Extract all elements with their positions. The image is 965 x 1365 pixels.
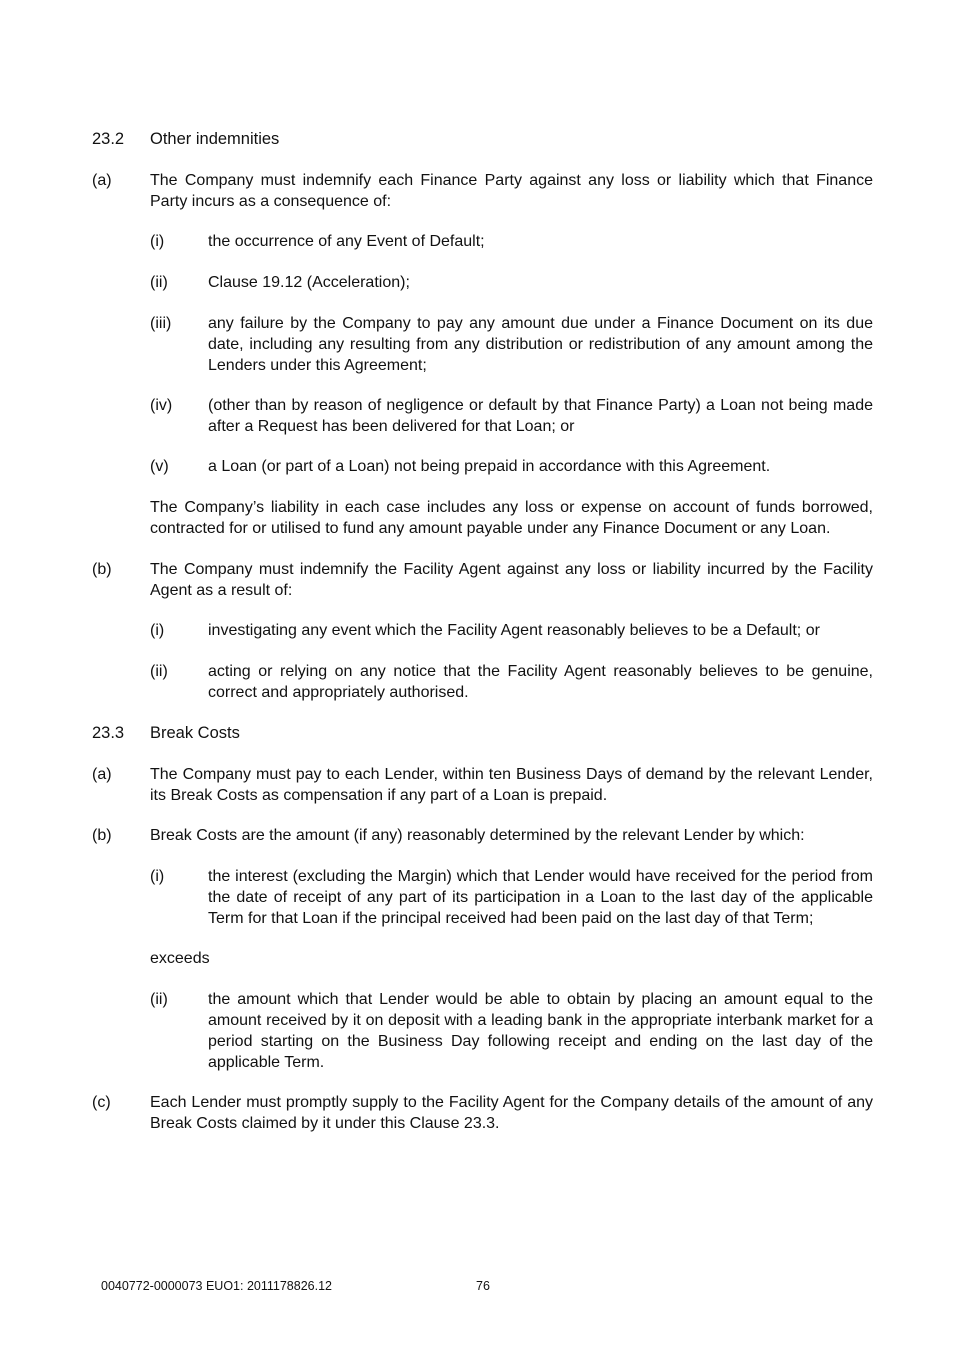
clause-text-23-2-b: The Company must indemnify the Facility Agent against any loss or liability incurred by the Facility Agent as a result of: bbox=[150, 561, 873, 599]
item-text-23-2-b-i: investigating any event which the Facility Agent reasonably believes to be a Default; or bbox=[208, 622, 820, 639]
liability-closing-paragraph: The Company’s liability in each case includes any loss or expense on account of funds borrowed, contracted for or utilised to fund any amount payable under any Finance Document or any Loan. bbox=[150, 499, 873, 537]
item-label-23-3-b-ii: (ii) bbox=[150, 991, 168, 1008]
exceeds-connector: exceeds bbox=[150, 950, 210, 967]
item-text-23-2-b-ii: acting or relying on any notice that the Facility Agent reasonably believes to be genuine, correct and appropriately authorised. bbox=[208, 663, 873, 701]
footer-document-reference: 0040772-0000073 EUO1: 2011178826.12 bbox=[101, 1279, 332, 1293]
item-label-23-2-b-ii: (ii) bbox=[150, 663, 168, 680]
item-label-23-2-a-ii: (ii) bbox=[150, 274, 168, 291]
clause-label-23-3-b: (b) bbox=[92, 827, 112, 844]
item-label-23-2-a-v: (v) bbox=[150, 458, 169, 475]
item-text-23-2-a-ii: Clause 19.12 (Acceleration); bbox=[208, 274, 410, 291]
section-number-23-2: 23.2 bbox=[92, 130, 125, 148]
clause-label-23-2-b: (b) bbox=[92, 561, 112, 578]
clause-text-23-3-b: Break Costs are the amount (if any) reasonably determined by the relevant Lender by which: bbox=[150, 827, 805, 844]
item-label-23-2-a-i: (i) bbox=[150, 233, 165, 250]
item-text-23-2-a-v: a Loan (or part of a Loan) not being prepaid in accordance with this Agreement. bbox=[208, 458, 771, 475]
item-label-23-2-a-iv: (iv) bbox=[150, 397, 173, 414]
clause-text-23-2-a: The Company must indemnify each Finance Party against any loss or liability which that Finance Party incurs as a consequence of: bbox=[150, 172, 873, 210]
clause-label-23-3-c: (c) bbox=[92, 1094, 111, 1111]
clause-label-23-2-a: (a) bbox=[92, 172, 112, 189]
section-title-other-indemnities: Other indemnities bbox=[150, 130, 280, 148]
footer-page-number: 76 bbox=[476, 1279, 490, 1293]
item-text-23-3-b-i: the interest (excluding the Margin) which that Lender would have received for the period from the date of receipt of any part of its participation in a Loan to the last day of the applicable Term for that Loan if the principal received had been paid on the last day of that Term; bbox=[208, 868, 873, 927]
clause-text-23-3-c: Each Lender must promptly supply to the Facility Agent for the Company details of the amount of any Break Costs claimed by it under this Clause 23.3. bbox=[150, 1094, 873, 1132]
item-text-23-3-b-ii: the amount which that Lender would be able to obtain by placing an amount equal to the amount received by it on deposit with a leading bank in the appropriate interbank market for a period starting on the Business Day following receipt and ending on the last day of the applicable Term. bbox=[208, 991, 873, 1071]
item-text-23-2-a-i: the occurrence of any Event of Default; bbox=[208, 233, 485, 250]
item-label-23-2-b-i: (i) bbox=[150, 622, 165, 639]
item-label-23-2-a-iii: (iii) bbox=[150, 315, 172, 332]
item-label-23-3-b-i: (i) bbox=[150, 868, 165, 885]
section-title-break-costs: Break Costs bbox=[150, 724, 240, 742]
clause-text-23-3-a: The Company must pay to each Lender, within ten Business Days of demand by the relevant Lender, its Break Costs as compensation if any part of a Loan is prepaid. bbox=[150, 766, 873, 804]
section-number-23-3: 23.3 bbox=[92, 724, 125, 742]
clause-label-23-3-a: (a) bbox=[92, 766, 112, 783]
item-text-23-2-a-iii: any failure by the Company to pay any amount due under a Finance Document on its due date, including any resulting from any distribution or redistribution of any amount among the Lenders under this Agreement; bbox=[208, 315, 873, 374]
item-text-23-2-a-iv: (other than by reason of negligence or default by that Finance Party) a Loan not being made after a Request has been delivered for that Loan; or bbox=[208, 397, 873, 435]
